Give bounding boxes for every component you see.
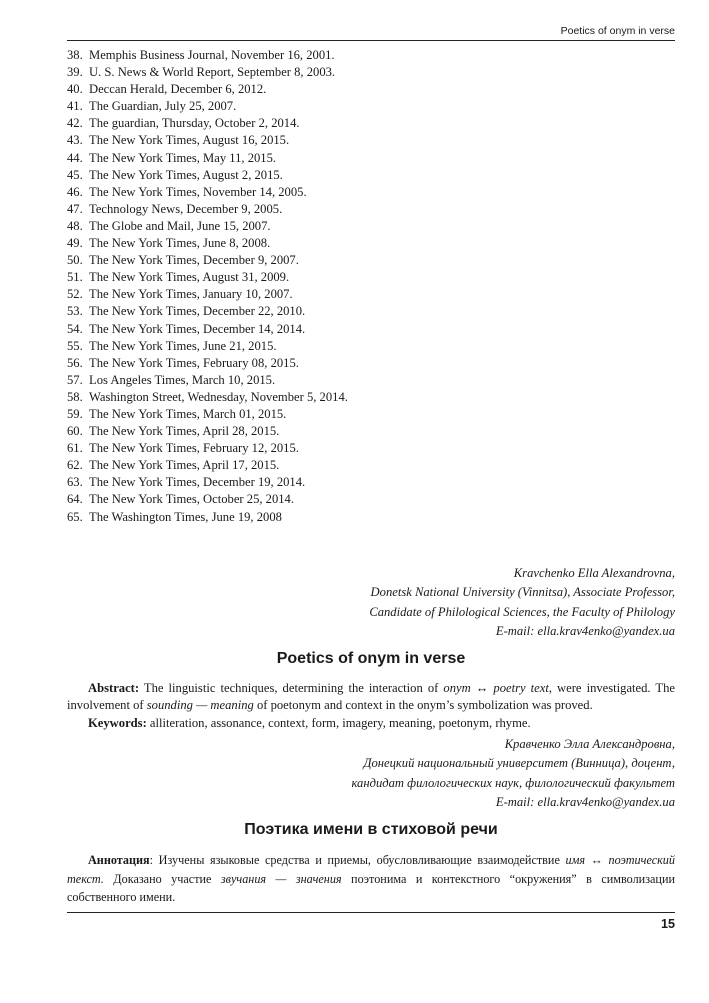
reference-text: The New York Times, October 25, 2014. (89, 492, 294, 507)
abstract-text: of poetonym and context in the onym’s symbolization was proved. (253, 698, 593, 713)
reference-text: The New York Times, April 28, 2015. (89, 424, 280, 439)
reference-item (67, 389, 677, 406)
reference-number: 39. (67, 65, 83, 80)
reference-text: Technology News, December 9, 2005. (89, 201, 283, 216)
reference-text: The Washington Times, June 19, 2008 (89, 509, 282, 524)
reference-number: 51. (67, 270, 83, 285)
reference-text: The New York Times, November 14, 2005. (89, 184, 307, 199)
reference-number: 54. (67, 321, 83, 336)
reference-number: 57. (67, 372, 83, 387)
abstract-italic-term: onym ↔ poetry text (443, 681, 549, 695)
reference-text: The New York Times, December 19, 2014. (89, 475, 306, 490)
reference-item (67, 167, 677, 184)
reference-number: 50. (67, 253, 83, 268)
reference-number: 48. (67, 218, 83, 233)
keywords-label: Keywords: (88, 715, 147, 730)
reference-number: 42. (67, 116, 83, 131)
reference-item (67, 269, 677, 286)
reference-number: 52. (67, 287, 83, 302)
reference-number: 40. (67, 82, 83, 97)
reference-number: 49. (67, 236, 83, 251)
reference-item (67, 201, 677, 218)
page-number: 15 (660, 917, 675, 931)
author-affiliation: Донецкий национальный университет (Винница), доцент, (363, 756, 675, 771)
reference-item (67, 321, 677, 338)
keywords-text: alliteration, assonance, context, form, imagery, meaning, poetonym, rhyme. (146, 715, 531, 730)
keywords-paragraph (67, 715, 675, 732)
reference-text: The Guardian, July 25, 2007. (89, 99, 237, 114)
author-affiliation: Donetsk National University (Vinnitsa), Associate Professor, (370, 585, 675, 600)
reference-text: Deccan Herald, December 6, 2012. (89, 82, 267, 97)
abstract-italic-term: имя ↔ поэтический текст. (67, 853, 675, 886)
abstract-italic-term: sounding — meaning (146, 698, 254, 713)
reference-number: 56. (67, 355, 83, 370)
reference-item (67, 338, 677, 355)
reference-text: The guardian, Thursday, October 2, 2014. (89, 116, 300, 131)
reference-text: The New York Times, February 08, 2015. (89, 355, 299, 370)
reference-item (67, 509, 677, 526)
reference-item (67, 235, 677, 252)
reference-text: The New York Times, May 11, 2015. (89, 150, 277, 165)
reference-number: 45. (67, 167, 83, 182)
reference-item (67, 457, 677, 474)
author-email: E-mail: ella.krav4enko@yandex.ua (495, 624, 675, 639)
reference-number: 46. (67, 184, 83, 199)
header-divider (67, 40, 675, 41)
reference-number: 43. (67, 133, 83, 148)
reference-number: 38. (67, 48, 83, 62)
reference-item (67, 81, 677, 98)
article-title-en: Poetics of onym in verse (276, 650, 466, 667)
reference-number: 59. (67, 406, 83, 421)
abstract-ru (67, 851, 675, 907)
reference-item (67, 218, 677, 235)
reference-item (67, 440, 677, 457)
article-title-ru: Поэтика имени в стиховой речи (244, 821, 498, 838)
reference-item (67, 47, 677, 64)
reference-number: 41. (67, 99, 83, 114)
author-degree: Candidate of Philological Sciences, the Faculty of Philology (369, 604, 675, 619)
reference-text: The New York Times, June 8, 2008. (89, 236, 271, 251)
author-email: E-mail: ella.krav4enko@yandex.ua (495, 795, 675, 810)
reference-number: 55. (67, 338, 83, 353)
abstract-italic-term: звучания — значения (220, 871, 342, 886)
reference-text: The New York Times, August 31, 2009. (89, 270, 290, 285)
reference-item (67, 303, 677, 320)
reference-number: 58. (67, 389, 83, 404)
reference-item (67, 184, 677, 201)
reference-item (67, 423, 677, 440)
reference-text: The New York Times, January 10, 2007. (89, 287, 293, 302)
footer-divider (67, 912, 675, 913)
reference-item (67, 64, 677, 81)
reference-text: The New York Times, June 21, 2015. (89, 338, 277, 353)
abstract-text: поэтонима и контекстного “окружения” в символизации собственного имени. (67, 871, 675, 905)
reference-item (67, 355, 677, 372)
reference-text: U. S. News & World Report, September 8, 2003. (89, 65, 336, 80)
reference-number: 53. (67, 304, 83, 319)
reference-text: The Globe and Mail, June 15, 2007. (89, 218, 271, 233)
author-info-ru (67, 735, 675, 813)
reference-list (67, 47, 677, 526)
reference-text: Memphis Business Journal, November 16, 2001. (89, 48, 335, 62)
reference-item (67, 115, 677, 132)
reference-text: The New York Times, August 16, 2015. (89, 133, 290, 148)
reference-text: Los Angeles Times, March 10, 2015. (89, 372, 276, 387)
abstract-en (67, 680, 675, 732)
author-degree: кандидат филологических наук, филологический факультет (351, 775, 675, 790)
abstract-text: Доказано участие (103, 871, 221, 886)
reference-text: The New York Times, December 9, 2007. (89, 253, 299, 268)
abstract-paragraph (67, 851, 675, 907)
reference-number: 64. (67, 492, 83, 507)
author-name: Кравченко Элла Александровна, (504, 737, 675, 751)
abstract-text: , were investigated. The involvement of (67, 681, 675, 713)
reference-text: The New York Times, February 12, 2015. (89, 441, 299, 456)
reference-item (67, 491, 677, 508)
reference-item (67, 406, 677, 423)
abstract-text: : Изучены языковые средства и приемы, обусловливающие взаимодействие (149, 853, 566, 867)
reference-item (67, 98, 677, 115)
reference-number: 63. (67, 475, 83, 490)
reference-text: The New York Times, December 14, 2014. (89, 321, 306, 336)
reference-text: The New York Times, December 22, 2010. (89, 304, 306, 319)
reference-number: 47. (67, 201, 83, 216)
author-info-en (67, 564, 675, 642)
reference-number: 61. (67, 441, 83, 456)
abstract-label: Аннотация (88, 853, 150, 867)
reference-text: The New York Times, April 17, 2015. (89, 458, 280, 473)
abstract-paragraph (67, 680, 675, 715)
reference-item (67, 150, 677, 167)
reference-number: 60. (67, 424, 83, 439)
reference-number: 44. (67, 150, 83, 165)
author-name: Kravchenko Ella Alexandrovna, (513, 566, 675, 580)
reference-number: 62. (67, 458, 83, 473)
reference-item (67, 132, 677, 149)
reference-item (67, 372, 677, 389)
reference-item (67, 252, 677, 269)
reference-item (67, 474, 677, 491)
reference-text: The New York Times, March 01, 2015. (89, 406, 287, 421)
reference-item (67, 286, 677, 303)
reference-text: The New York Times, August 2, 2015. (89, 167, 283, 182)
abstract-text: The linguistic techniques, determining the interaction of (139, 681, 444, 695)
abstract-label: Abstract: (88, 681, 140, 695)
running-header: Poetics of onym in verse (560, 25, 675, 37)
reference-text: Washington Street, Wednesday, November 5, 2014. (89, 389, 348, 404)
reference-number: 65. (67, 509, 83, 524)
